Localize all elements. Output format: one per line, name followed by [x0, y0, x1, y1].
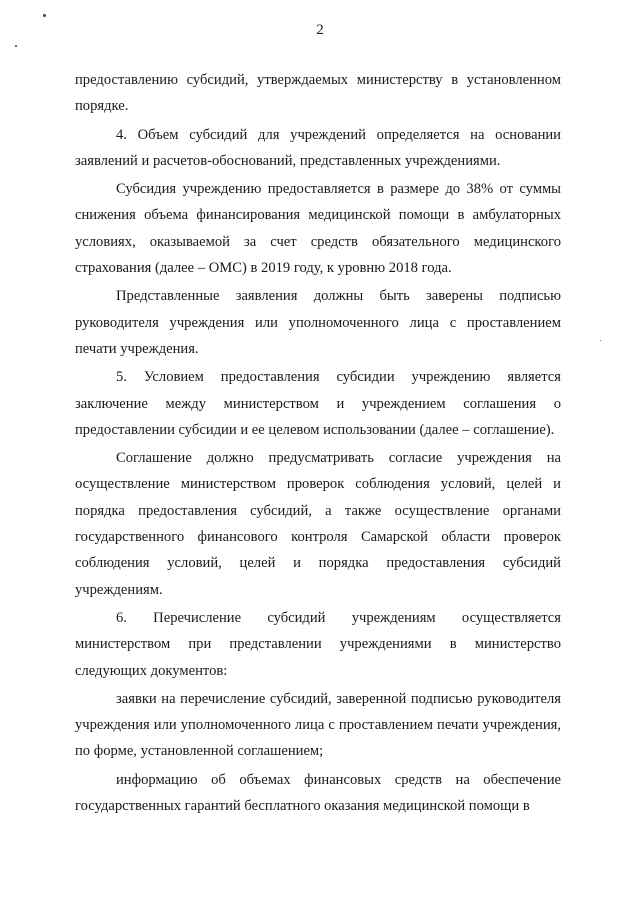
- page-number: 2: [316, 22, 324, 38]
- paragraph: 5. Условием предоставления субсидии учреждению является заключение между министерством и учреждением соглашения о предоставлении субсидии и ее целевом использовании (далее – соглашение).: [75, 369, 561, 438]
- paragraph: информацию об объемах финансовых средств на обеспечение государственных гарантий бесплатного оказания медицинской помощи в: [75, 771, 561, 815]
- paragraph: Субсидия учреждению предоставляется в размере до 38% от суммы снижения объема финансирования медицинской помощи в амбулаторных условиях, оказываемой за счет средств обязательного медицинского страхования (далее – ОМС) в 2019 году, к уровню 2018 года.: [75, 181, 561, 277]
- scan-speck: [43, 14, 46, 17]
- paragraph: заявки на перечисление субсидий, заверенной подписью руководителя учреждения или уполномоченного лица с проставлением печати учреждения, по форме, установленной соглашением;: [75, 690, 561, 760]
- paragraph: Представленные заявления должны быть заверены подписью руководителя учреждения или уполномоченного лица с проставлением печати учреждения.: [75, 288, 561, 357]
- scan-speck: [600, 340, 601, 341]
- paragraph: Соглашение должно предусматривать согласие учреждения на осуществление министерством проверок соблюдения условий, целей и порядка предоставления субсидий, а также осуществление органами государственного финансового контроля Самарской области проверок соблюдения условий, целей и порядка предоставления субсидий учреждениям.: [75, 450, 561, 598]
- paragraph: 6. Перечисление субсидий учреждениям осуществляется министерством при представлении учреждениями в министерство следующих документов:: [75, 609, 561, 679]
- document-body: [75, 67, 561, 819]
- paragraph: 4. Объем субсидий для учреждений определяется на основании заявлений и расчетов-обоснований, представленных учреждениями.: [75, 126, 561, 169]
- scan-speck: [15, 45, 17, 47]
- paragraph: предоставлению субсидий, утверждаемых министерству в установленном порядке.: [75, 72, 561, 115]
